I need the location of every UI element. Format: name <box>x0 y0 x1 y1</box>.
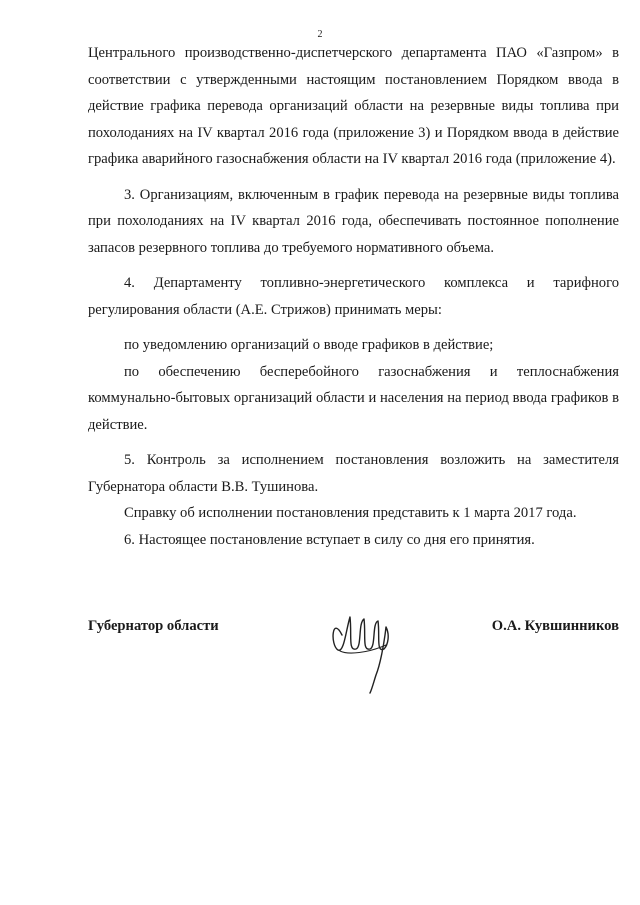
handwritten-signature <box>328 605 398 695</box>
paragraph-subitem-notification: по уведомлению организаций о вводе графиков в действие; <box>124 337 494 353</box>
paragraph-item-4: 4. Департаменту топливно-энергетического комплекса и тарифного регулирования области (А.Е. Стрижов) принимать меры: <box>88 275 619 318</box>
page-number: 2 <box>317 29 323 40</box>
paragraph-continuation: Центрального производственно-диспетчерского департамента ПАО «Газпром» в соответствии с утвержденными настоящим постановлением Порядком ввода в действие графика перевода организаций области на резервные виды топлива при похолоданиях на IV квартал 2016 года (приложение 3) и Порядком ввода в действие графика аварийного газоснабжения области на IV квартал 2016 года (приложение 4). <box>88 45 619 167</box>
document-body <box>88 40 619 553</box>
paragraph-subitem-gas-supply: по обеспечению бесперебойного газоснабжения и теплоснабжения коммунально-бытовых организаций области и населения на период ввода графиков в действие. <box>88 363 619 433</box>
paragraph-item-3: 3. Организациям, включенным в график перевода на резервные виды топлива при похолоданиях на IV квартал 2016 года, обеспечивать постоянное пополнение запасов резервного топлива до требуемого нормативного объема. <box>88 186 619 256</box>
paragraph-item-5: 5. Контроль за исполнением постановления возложить на заместителя Губернатора области В.В. Тушинова. <box>88 452 619 495</box>
signature-block <box>88 605 619 705</box>
signatory-title: Губернатор области <box>88 618 219 634</box>
signatory-name: О.А. Кувшинников <box>491 618 619 634</box>
paragraph-report-deadline: Справку об исполнении постановления представить к 1 марта 2017 года. <box>124 505 577 521</box>
paragraph-item-6: 6. Настоящее постановление вступает в силу со дня его принятия. <box>124 531 535 548</box>
